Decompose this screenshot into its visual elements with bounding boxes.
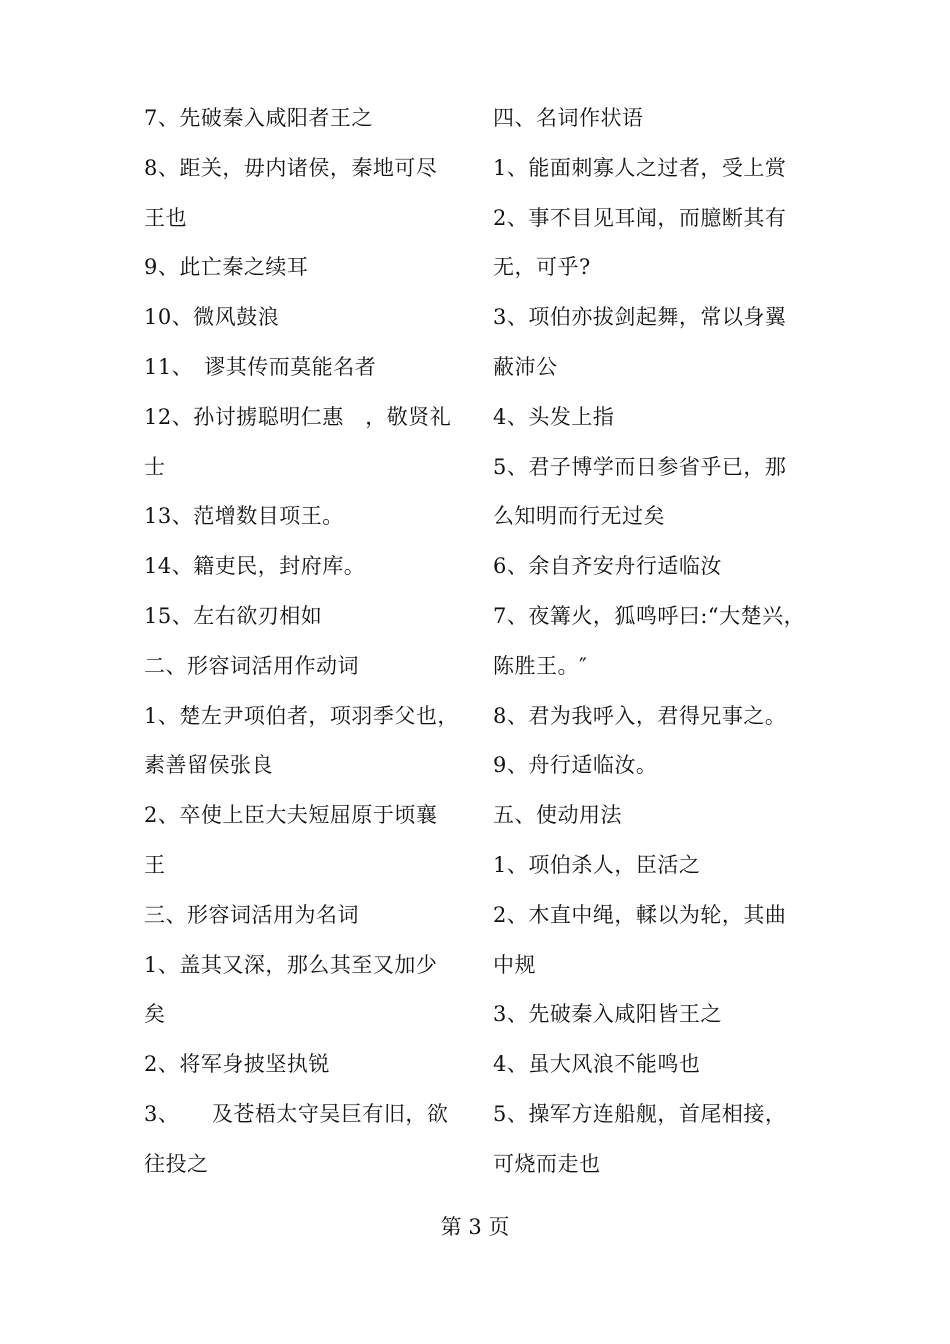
text-line: 二、形容词活用作动词 <box>144 653 359 678</box>
text-line: 10、微风鼓浪 <box>144 305 280 330</box>
text-line: 4、头发上指 <box>493 404 615 429</box>
text-line: 1、盖其又深，那么其至又加少 <box>144 952 438 977</box>
text-line: 2、事不目见耳闻，而臆断其有 <box>493 205 787 230</box>
text-line: 3、 及苍梧太守吴巨有旧，欲 <box>144 1101 449 1126</box>
text-line: 素善留侯张良 <box>144 753 273 778</box>
text-line: 7、夜篝火，狐鸣呼曰:“大楚兴， <box>493 603 806 628</box>
text-line: 陈胜王。″ <box>493 653 588 678</box>
text-line: 么知明而行无过矣 <box>493 504 665 529</box>
text-line: 14、籍吏民，封府库。 <box>144 554 366 579</box>
text-line: 四、名词作状语 <box>493 106 644 130</box>
text-line: 往投之 <box>144 1151 209 1176</box>
text-line: 2、木直中绳，輮以为轮，其曲 <box>493 902 787 927</box>
text-line: 8、距关，毋内诸侯，秦地可尽 <box>144 155 438 180</box>
text-line: 3、项伯亦拔剑起舞，常以身翼 <box>493 305 787 330</box>
page-number: 第 3 页 <box>440 1215 510 1239</box>
text-line: 五、使动用法 <box>493 803 622 828</box>
text-line: 2、将军身披坚执锐 <box>144 1052 330 1077</box>
text-line: 可烧而走也 <box>493 1151 601 1176</box>
text-line: 2、卒使上臣大夫短屈原于顷襄 <box>144 803 438 828</box>
text-line: 5、君子博学而日参省乎已，那 <box>493 454 787 479</box>
text-line: 7、先破秦入咸阳者王之 <box>144 106 373 130</box>
text-line: 4、虽大风浪不能鸣也 <box>493 1052 701 1077</box>
text-line: 中规 <box>493 952 536 977</box>
text-line: 三、形容词活用为名词 <box>144 902 359 927</box>
text-line: 1、项伯杀人，臣活之 <box>493 852 701 877</box>
text-line: 王也 <box>144 205 187 230</box>
text-line: 矣 <box>144 1002 166 1027</box>
right-column <box>493 94 818 1190</box>
text-line: 3、先破秦入咸阳皆王之 <box>493 1002 722 1027</box>
text-line: 士 <box>144 454 166 479</box>
text-line: 13、范增数目项王。 <box>144 504 344 529</box>
text-line: 蔽沛公 <box>493 354 558 379</box>
text-line: 无，可乎? <box>493 255 591 280</box>
text-line: 9、舟行适临汝。 <box>493 753 658 778</box>
text-line: 1、能面刺寡人之过者，受上赏 <box>493 155 787 180</box>
left-column <box>144 94 469 1190</box>
text-line: 11、 谬其传而莫能名者 <box>144 354 377 379</box>
text-line: 1、楚左尹项伯者，项羽季父也， <box>144 703 459 728</box>
text-line: 8、君为我呼入，君得兄事之。 <box>493 703 787 728</box>
text-line: 15、左右欲刃相如 <box>144 603 323 628</box>
text-line: 9、此亡秦之续耳 <box>144 255 309 280</box>
text-line: 12、孙讨掳聪明仁惠 ，敬贤礼 <box>144 404 452 429</box>
text-line: 王 <box>144 852 166 877</box>
text-line: 6、余自齐安舟行适临汝 <box>493 554 722 579</box>
text-line: 5、操军方连船舰，首尾相接， <box>493 1101 787 1126</box>
